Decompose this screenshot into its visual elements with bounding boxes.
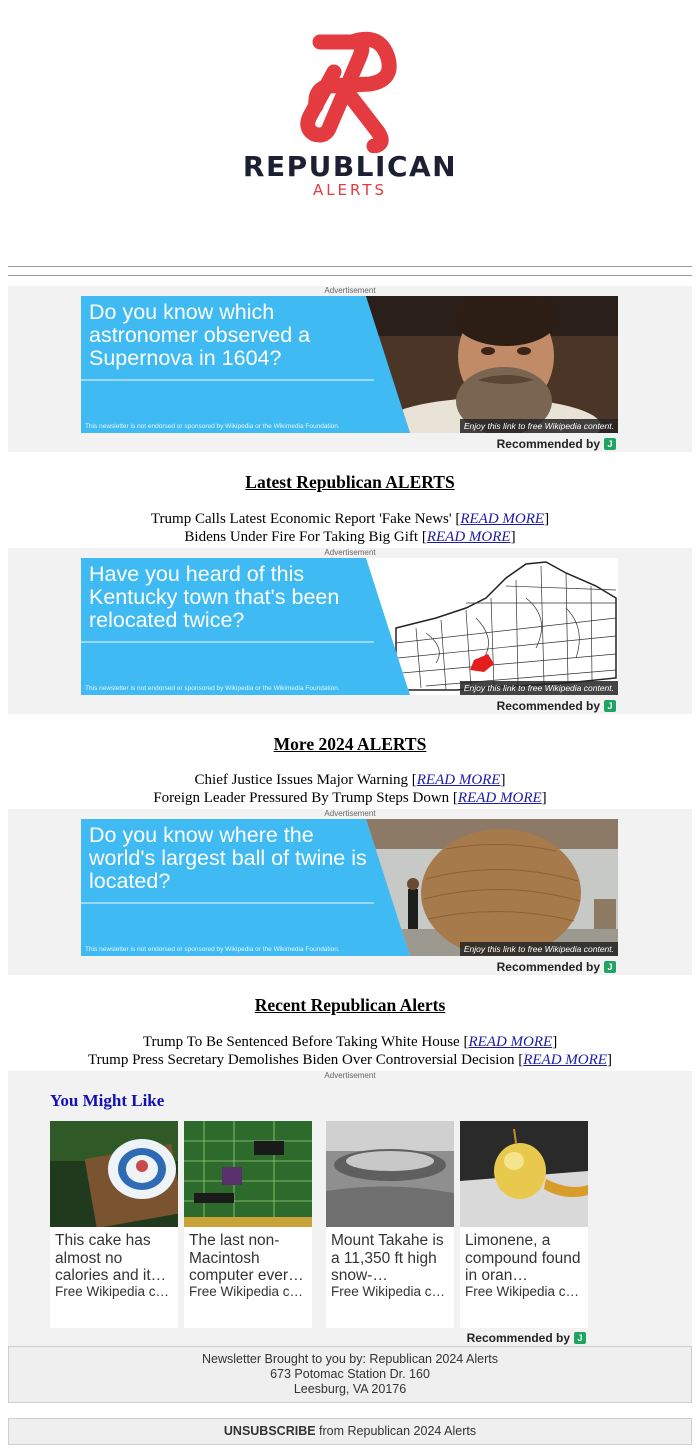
lemon-photo-icon[interactable]: [460, 1121, 588, 1227]
ad-question[interactable]: Do you know where the world's largest ball of twine is located?: [89, 823, 367, 893]
footer-line: Leesburg, VA 20176: [293, 1382, 407, 1396]
ad-block: [8, 809, 692, 975]
logo-title: REPUBLICAN: [242, 150, 458, 183]
ad-divider: [81, 641, 374, 643]
section-title: More 2024 ALERTS: [273, 734, 427, 754]
ad-question[interactable]: Have you heard of this Kentucky town that's been relocated twice?: [89, 562, 340, 632]
headline[interactable]: Trump To Be Sentenced Before Taking White House: [142, 1034, 460, 1050]
section-title: Latest Republican ALERTS: [245, 472, 455, 492]
news-item[interactable]: Trump Press Secretary Demolishes Biden Over Controversial Decision [READ MORE]: [88, 1052, 612, 1068]
read-more-link[interactable]: READ MORE: [523, 1052, 607, 1068]
headline[interactable]: Foreign Leader Pressured By Trump Steps Down: [153, 790, 450, 806]
logo-subtitle: ALERTS: [312, 181, 388, 199]
ad-divider: [81, 379, 374, 381]
news-item[interactable]: Bidens Under Fire For Taking Big Gift [READ MORE]: [184, 529, 516, 545]
unsubscribe-rest[interactable]: from Republican 2024 Alerts: [315, 1424, 477, 1438]
read-more-link[interactable]: READ MORE: [468, 1034, 553, 1050]
footer-line: Newsletter Brought to you by: Republican 2024 Alerts: [201, 1352, 498, 1366]
recommended-card[interactable]: [184, 1121, 312, 1328]
circuit-board-photo-icon[interactable]: [184, 1121, 312, 1227]
section-title: Recent Republican Alerts: [254, 995, 446, 1015]
recommended-by[interactable]: [497, 960, 616, 974]
recommended-label: Recommended by: [496, 960, 600, 974]
mountain-aerial-photo-icon[interactable]: [326, 1121, 454, 1227]
jeeng-logo-icon: J: [604, 961, 616, 973]
unsubscribe-label[interactable]: UNSUBSCRIBE: [223, 1424, 316, 1438]
divider: [8, 275, 692, 276]
ad-label: Advertisement: [324, 286, 376, 295]
ad-label: Advertisement: [324, 809, 376, 818]
you-might-like-block: [8, 1071, 692, 1347]
kentucky-county-map-icon[interactable]: [366, 558, 618, 695]
recommended-label: Recommended by: [496, 437, 600, 451]
ad-divider: [81, 902, 374, 904]
jeeng-logo-icon: J: [604, 700, 616, 712]
unsubscribe-link[interactable]: [8, 1418, 692, 1445]
ball-of-twine-photo-icon[interactable]: [366, 819, 618, 956]
headline[interactable]: Trump Calls Latest Economic Report 'Fake News': [150, 511, 452, 527]
ad-banner[interactable]: [81, 558, 618, 695]
recommended-by[interactable]: [467, 1331, 586, 1345]
card-source: Free Wikipedia c…: [465, 1284, 580, 1299]
card-source: Free Wikipedia c…: [189, 1284, 304, 1299]
ad-block: [8, 548, 692, 714]
headline[interactable]: Bidens Under Fire For Taking Big Gift: [184, 529, 419, 545]
read-more-link[interactable]: READ MORE: [426, 529, 511, 545]
ad-banner[interactable]: [81, 296, 618, 433]
headline[interactable]: Trump Press Secretary Demolishes Biden Over Controversial Decision: [88, 1052, 515, 1068]
read-more-link[interactable]: READ MORE: [460, 511, 545, 527]
recommended-label: Recommended by: [496, 699, 600, 713]
headline[interactable]: Chief Justice Issues Major Warning: [194, 772, 408, 788]
ad-caption: Enjoy this link to free Wikipedia content.: [460, 942, 618, 956]
you-might-like-title: You Might Like: [50, 1091, 165, 1110]
divider: [8, 266, 692, 267]
cake-plate-photo-icon[interactable]: [50, 1121, 178, 1227]
republican-alerts-logo-icon: [300, 28, 400, 153]
card-title[interactable]: This cake has almost no calories and it…: [55, 1232, 167, 1284]
newsletter-header: [0, 0, 700, 250]
ad-disclaimer: This newsletter is not endorsed or sponsored by Wikipedia or the Wikimedia Foundation.: [85, 946, 340, 953]
recommended-card[interactable]: [50, 1121, 178, 1328]
ad-caption: Enjoy this link to free Wikipedia content.: [460, 681, 618, 695]
recommended-by[interactable]: [497, 699, 616, 713]
card-title[interactable]: Mount Takahe is a 11,350 ft high snow-…: [331, 1232, 444, 1284]
jeeng-logo-icon: J: [604, 438, 616, 450]
bearded-man-portrait-icon[interactable]: [366, 296, 618, 433]
news-item[interactable]: Trump To Be Sentenced Before Taking White House [READ MORE]: [142, 1034, 558, 1050]
ad-disclaimer: This newsletter is not endorsed or sponsored by Wikipedia or the Wikimedia Foundation.: [85, 685, 340, 692]
recommended-label: Recommended by: [466, 1331, 570, 1345]
read-more-link[interactable]: READ MORE: [457, 790, 542, 806]
recommended-by[interactable]: [497, 437, 616, 451]
footer-address: [8, 1346, 692, 1403]
news-item[interactable]: Foreign Leader Pressured By Trump Steps Down [READ MORE]: [153, 790, 547, 806]
card-source: Free Wikipedia c…: [55, 1284, 170, 1299]
card-title[interactable]: The last non-Macintosh computer ever…: [189, 1232, 304, 1284]
recommended-card[interactable]: [460, 1121, 588, 1328]
jeeng-logo-icon: J: [574, 1332, 586, 1344]
news-item[interactable]: Chief Justice Issues Major Warning [READ MORE]: [194, 772, 506, 788]
ad-caption: Enjoy this link to free Wikipedia content.: [460, 419, 618, 433]
card-source: Free Wikipedia c…: [331, 1284, 446, 1299]
ad-question[interactable]: Do you know which astronomer observed a Supernova in 1604?: [89, 300, 311, 370]
news-item[interactable]: Trump Calls Latest Economic Report 'Fake News' [READ MORE]: [150, 511, 550, 527]
read-more-link[interactable]: READ MORE: [416, 772, 501, 788]
recommended-card[interactable]: [326, 1121, 454, 1328]
footer-line: 673 Potomac Station Dr. 160: [270, 1367, 430, 1381]
ad-banner[interactable]: [81, 819, 618, 956]
ad-label: Advertisement: [324, 548, 376, 557]
ad-label: Advertisement: [324, 1071, 376, 1080]
ad-block: [8, 286, 692, 452]
ad-disclaimer: This newsletter is not endorsed or sponsored by Wikipedia or the Wikimedia Foundation.: [85, 423, 340, 430]
card-title[interactable]: Limonene, a compound found in oran…: [465, 1232, 581, 1284]
